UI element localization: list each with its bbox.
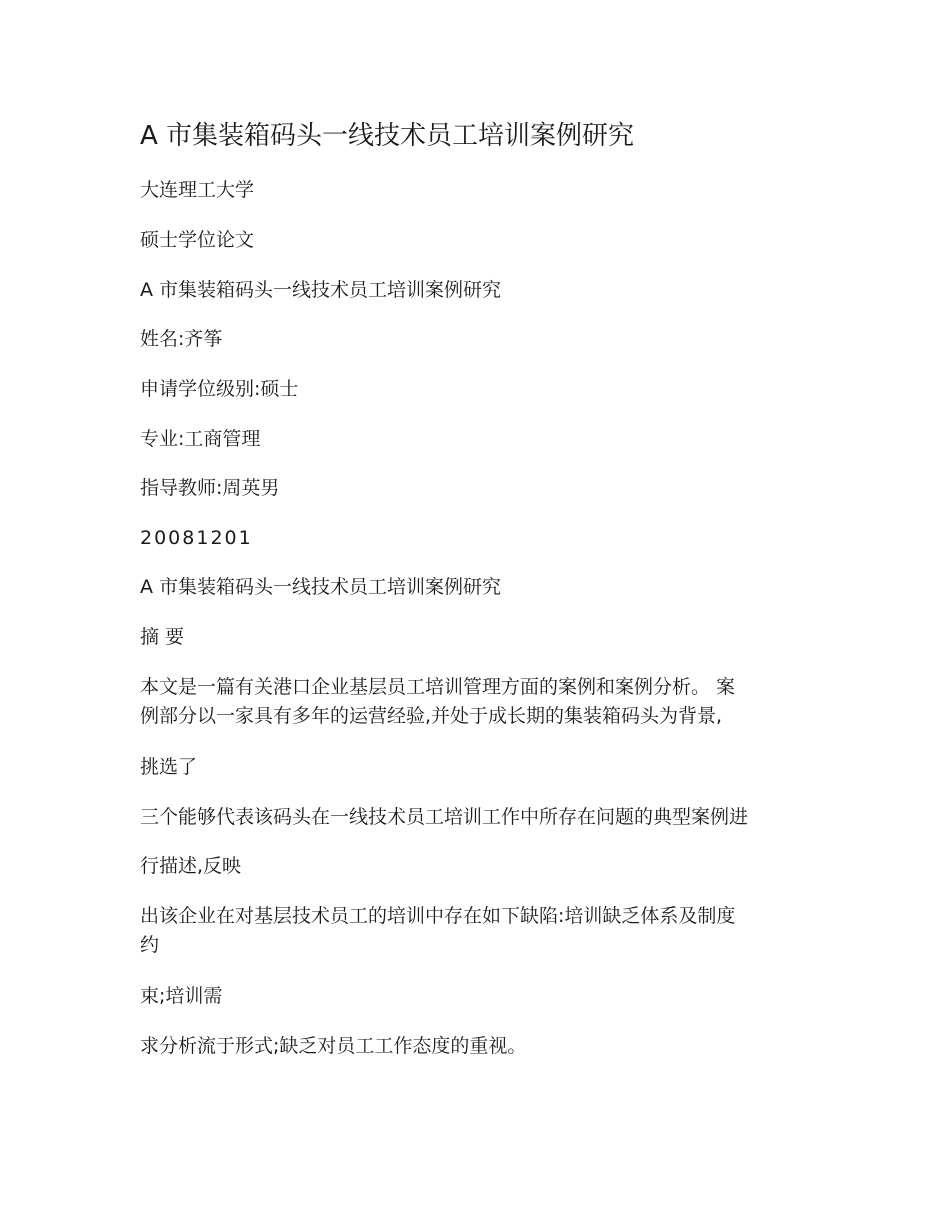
thesis-subtitle-repeat: A 市集装箱码头一线技术员工培训案例研究 — [140, 576, 502, 598]
abstract-paragraph-5 — [140, 902, 820, 960]
degree-level-line: 申请学位级别:硕士 — [140, 378, 299, 400]
abstract-paragraph-5-line-1: 出该企业在对基层技术员工的培训中存在如下缺陷:培训缺乏体系及制度 — [140, 905, 736, 927]
major-line: 专业:工商管理 — [140, 428, 261, 450]
abstract-paragraph-7: 求分析流于形式;缺乏对员工工作态度的重视。 — [140, 1035, 527, 1057]
abstract-heading: 摘 要 — [140, 626, 185, 648]
author-line: 姓名:齐筝 — [140, 328, 223, 350]
abstract-paragraph-5-line-2: 约 — [140, 934, 160, 956]
university-name: 大连理工大学 — [140, 179, 255, 201]
abstract-paragraph-3: 三个能够代表该码头在一线技术员工培训工作中所存在问题的典型案例进 — [140, 806, 749, 828]
document-title: A 市集装箱码头一线技术员工培训案例研究 — [140, 121, 635, 151]
degree-type: 硕士学位论文 — [140, 229, 255, 251]
abstract-paragraph-6: 束;培训需 — [140, 985, 223, 1007]
thesis-subtitle: A 市集装箱码头一线技术员工培训案例研究 — [140, 279, 502, 301]
abstract-paragraph-4: 行描述,反映 — [140, 855, 242, 877]
advisor-line: 指导教师:周英男 — [140, 477, 280, 499]
abstract-paragraph-1-line-1: 本文是一篇有关港口企业基层员工培训管理方面的案例和案例分析。 案 — [140, 676, 736, 698]
abstract-paragraph-1-line-2: 例部分以一家具有多年的运营经验,并处于成长期的集装箱码头为背景, — [140, 705, 723, 727]
abstract-paragraph-1 — [140, 673, 820, 731]
thesis-date: 20081201 — [140, 527, 253, 549]
abstract-paragraph-2: 挑选了 — [140, 756, 198, 778]
